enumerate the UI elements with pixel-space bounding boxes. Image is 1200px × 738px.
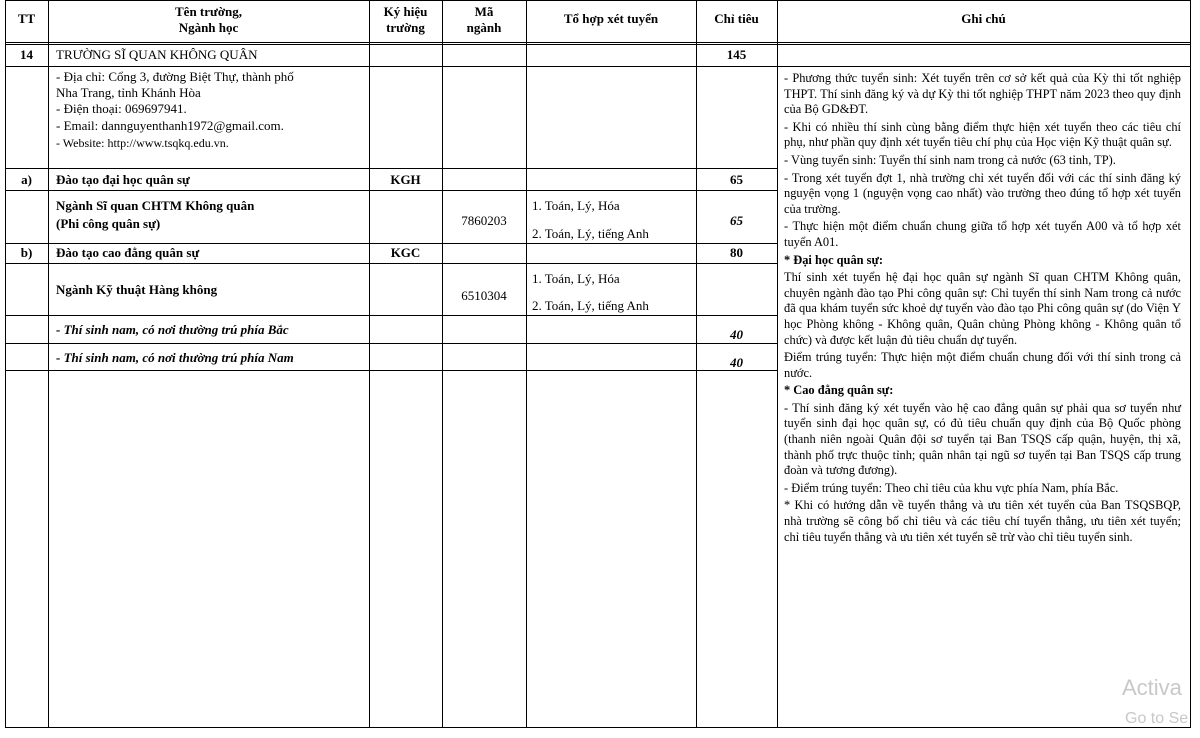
note-paragraph: Thí sinh xét tuyển hệ đại học quân sự ngành Sĩ quan CHTM Không quân, chuyên ngành đào tạo Phi công quân sự: Chỉ tuyển thí sinh Nam trong cả nước đã qua khám tuyển sức khoẻ dự tuyển vào đào tạo Phi công quân sự (do Viện Y học Phòng không - Không quân, Quân chủng Phòng không - Không quân tổ chức) và được kết luận đủ tiêu chuẩn dự tuyển. (784, 270, 1181, 347)
grid-line (5, 370, 777, 371)
note-paragraph: - Thực hiện một điểm chuẩn chung giữa tổ hợp xét tuyển A00 và tổ hợp xét tuyển A01. (784, 219, 1181, 249)
grid-line (442, 0, 443, 728)
south-candidates-quota: 40 (730, 355, 743, 370)
section-a-tt: a) (21, 172, 32, 187)
grid-line (5, 343, 777, 344)
header-quota: Chỉ tiêu (714, 11, 759, 26)
school-name: TRƯỜNG SĨ QUAN KHÔNG QUÂN (56, 47, 258, 62)
grid-line (369, 0, 370, 728)
major-a-combo: 1. Toán, Lý, Hóa (532, 198, 620, 213)
section-a-name: Đào tạo đại học quân sự (56, 172, 190, 187)
major-a-combo: 2. Toán, Lý, tiếng Anh (532, 226, 649, 241)
header-code-line2: ngành (466, 20, 502, 35)
grid-line (5, 0, 1191, 1)
section-b-name: Đào tạo cao đẳng quân sự (56, 245, 200, 260)
grid-line (5, 66, 1191, 67)
major-b-combo: 2. Toán, Lý, tiếng Anh (532, 298, 649, 313)
header-tt: TT (17, 11, 36, 26)
grid-line (5, 190, 777, 191)
grid-line (5, 0, 6, 728)
activation-watermark: Activa (1122, 675, 1182, 700)
notes-content (784, 71, 1181, 547)
north-candidates-label: - Thí sinh nam, có nơi thường trú phía Bắc (56, 322, 289, 337)
note-paragraph: * Khi có hướng dẫn về tuyển thẳng và ưu tiên xét tuyển của Ban TSQSBQP, nhà trường sẽ công bố chỉ tiêu và các tiêu chí tuyển thẳng, ưu tiên xét tuyển; chỉ tiêu tuyển thẳng và ưu tiên xét tuyển sẽ trừ vào chỉ tiêu tuyển sinh. (784, 498, 1181, 544)
header-symbol-line1: Ký hiệu (383, 4, 428, 19)
grid-line (5, 42, 1191, 43)
school-quota: 145 (726, 47, 747, 62)
note-paragraph: - Vùng tuyển sinh: Tuyển thí sinh nam trong cả nước (63 tỉnh, TP). (784, 152, 1116, 167)
grid-line (5, 243, 777, 244)
note-paragraph: Điểm trúng tuyển: Thực hiện một điểm chuẩn chung đối với thí sinh trong cả nước. (784, 350, 1181, 380)
note-paragraph: - Trong xét tuyển đợt 1, nhà trường chỉ xét tuyển đối với các thí sinh đăng ký nguyện vọng 1 (nguyện vọng cao nhất) vào trường theo đúng tổ hợp xét tuyển của trường. (784, 170, 1181, 216)
major-a-code: 7860203 (461, 213, 507, 228)
school-address: Nha Trang, tỉnh Khánh Hòa (56, 85, 201, 100)
school-phone: - Điện thoại: 069697941. (56, 101, 187, 116)
grid-line (5, 44, 1191, 45)
note-heading: * Đại học quân sự: (784, 252, 884, 267)
section-b-quota: 80 (730, 245, 743, 260)
grid-line (526, 0, 527, 728)
school-website: - Website: http://www.tsqkq.edu.vn. (56, 136, 229, 150)
activation-watermark: Go to Se (1125, 710, 1189, 727)
grid-line (48, 0, 49, 728)
major-a-name: (Phi công quân sự) (56, 216, 161, 231)
header-school-line2: Ngành học (178, 20, 239, 35)
header-symbol-line2: trường (386, 20, 425, 35)
note-paragraph: - Phương thức tuyển sinh: Xét tuyển trên cơ sở kết quả của Kỳ thi tốt nghiệp THPT. Thí sinh đăng ký và dự Kỳ thi tốt nghiệp THPT năm 2023 theo quy định của Bộ GD&ĐT. (784, 71, 1181, 117)
grid-line (1190, 0, 1191, 728)
section-a-quota: 65 (730, 172, 743, 187)
header-school-line1: Tên trường, (175, 4, 242, 19)
major-b-combo: 1. Toán, Lý, Hóa (532, 271, 620, 286)
header-notes: Ghi chú (961, 11, 1006, 26)
school-tt: 14 (20, 47, 33, 62)
note-paragraph: - Khi có nhiều thí sinh cùng bằng điểm thực hiện xét tuyển theo các tiêu chí phụ, như phần quy định xét tuyển tiêu chí phụ của Học viện Kỹ thuật quân sự. (784, 119, 1181, 150)
major-a-name: Ngành Sĩ quan CHTM Không quân (56, 198, 255, 213)
grid-line (5, 168, 777, 169)
header-combo: Tổ hợp xét tuyển (563, 11, 659, 26)
major-b-name: Ngành Kỹ thuật Hàng không (56, 282, 218, 297)
note-paragraph: - Thí sinh đăng ký xét tuyển vào hệ cao đẳng quân sự phải qua sơ tuyển như tuyển sinh đại học quân sự, có đủ tiêu chuẩn quy định của Bộ Quốc phòng (thanh niên ngoài Quân đội sơ tuyển tại Ban TSQS cấp quận, huyện, thị xã, thành phố trực thuộc tỉnh; quân nhân tại ngũ sơ tuyển tại Ban TSQS cấp trung đoàn và tương đương). (784, 400, 1181, 478)
school-address: - Địa chỉ: Cổng 3, đường Biệt Thự, thành phố (56, 69, 294, 84)
grid-line (5, 315, 777, 316)
grid-line (5, 727, 1191, 728)
grid-line (5, 263, 777, 264)
north-candidates-quota: 40 (730, 327, 743, 342)
grid-line (777, 0, 778, 728)
section-b-symbol: KGC (390, 245, 421, 260)
section-b-tt: b) (20, 245, 33, 260)
note-paragraph: - Điểm trúng tuyển: Theo chỉ tiêu của khu vực phía Nam, phía Bắc. (784, 480, 1119, 495)
major-b-code: 6510304 (461, 288, 507, 303)
school-email: - Email: dannguyenthanh1972@gmail.com. (56, 118, 284, 133)
major-a-quota: 65 (730, 213, 743, 228)
header-code-line1: Mã (474, 4, 494, 19)
section-a-symbol: KGH (390, 172, 421, 187)
note-heading: * Cao đẳng quân sự: (784, 383, 894, 398)
south-candidates-label: - Thí sinh nam, có nơi thường trú phía Nam (56, 350, 294, 365)
